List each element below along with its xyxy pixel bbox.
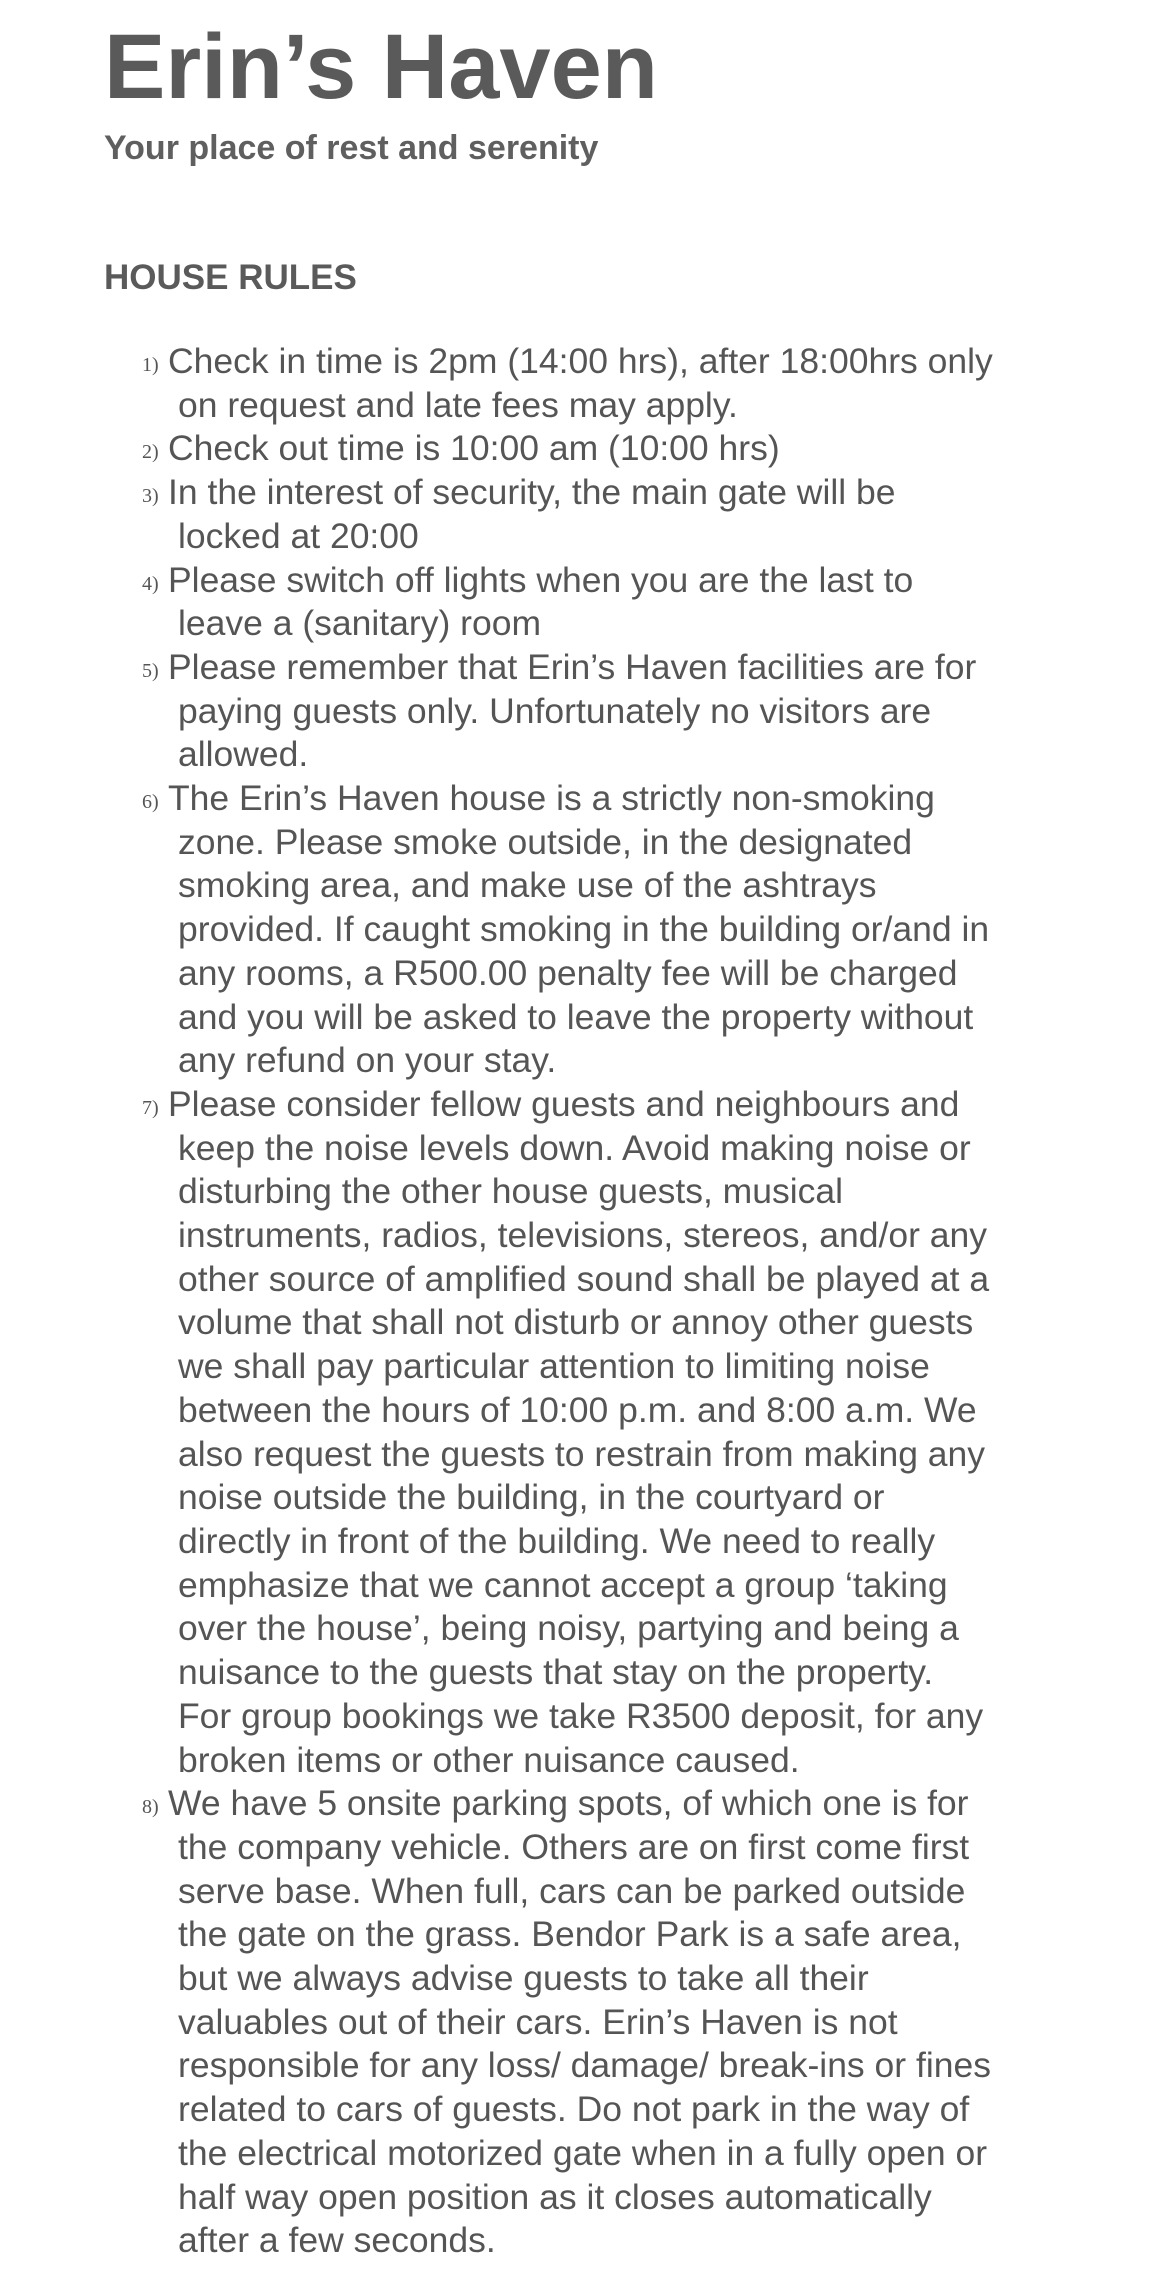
rule-item — [142, 777, 1082, 1083]
rule-line: related to cars of guests. Do not park in the way of — [178, 2089, 970, 2130]
rule-line: after a few seconds. — [178, 2220, 496, 2261]
rule-number: 6) — [142, 791, 159, 814]
section-heading: HOUSE RULES — [104, 258, 357, 297]
rule-number: 7) — [142, 1096, 159, 1119]
rule-text — [168, 646, 1082, 777]
rule-line: serve base. When full, cars can be parked outside — [178, 1870, 966, 1911]
rule-line: broken items or other nuisance caused. — [178, 1739, 800, 1780]
rule-line: over the house’, being noisy, partying and being a — [178, 1608, 959, 1649]
rule-line: valuables out of their cars. Erin’s Haven is not — [178, 2001, 898, 2042]
rule-line: responsible for any loss/ damage/ break-ins or fines — [178, 2045, 991, 2086]
rule-item — [142, 1083, 1082, 1782]
rule-line: volume that shall not disturb or annoy other guests — [178, 1302, 974, 1343]
rule-line: and you will be asked to leave the property without — [178, 996, 974, 1037]
rule-line: we shall pay particular attention to limiting noise — [178, 1346, 930, 1387]
tagline: Your place of rest and serenity — [104, 129, 599, 167]
rule-line: nuisance to the guests that stay on the property. — [178, 1652, 934, 1693]
rule-line: instruments, radios, televisions, stereos, and/or any — [178, 1215, 987, 1256]
rule-item — [142, 340, 1082, 427]
rule-line: locked at 20:00 — [178, 515, 419, 556]
rule-line: half way open position as it closes automatically — [178, 2176, 932, 2217]
rule-line: any refund on your stay. — [178, 1040, 557, 1081]
rule-line: noise outside the building, in the courtyard or — [178, 1477, 885, 1518]
rule-text — [168, 559, 1082, 646]
rule-line: the electrical motorized gate when in a fully open or — [178, 2132, 988, 2173]
rule-line: Please remember that Erin’s Haven facilities are for — [168, 646, 977, 687]
rule-line: smoking area, and make use of the ashtrays — [178, 865, 877, 906]
rule-number: 4) — [142, 572, 159, 595]
rule-line: Please switch off lights when you are the last to — [168, 559, 914, 600]
rule-line: keep the noise levels down. Avoid making noise or — [178, 1127, 971, 1168]
rule-line: the company vehicle. Others are on first come first — [178, 1826, 970, 1867]
rule-line: We have 5 onsite parking spots, of which one is for — [168, 1783, 969, 1824]
rule-line: the gate on the grass. Bendor Park is a safe area, — [178, 1914, 962, 1955]
rule-line: provided. If caught smoking in the building or/and in — [178, 909, 990, 950]
rule-number: 5) — [142, 659, 159, 682]
rule-number: 2) — [142, 441, 159, 464]
rule-line: paying guests only. Unfortunately no visitors are — [178, 690, 932, 731]
rule-text — [168, 340, 1082, 427]
rule-text — [168, 427, 1082, 471]
rule-line: but we always advise guests to take all their — [178, 1958, 869, 1999]
rule-item — [142, 427, 1082, 471]
rule-number: 3) — [142, 485, 159, 508]
rule-line: directly in front of the building. We need to really — [178, 1520, 936, 1561]
rule-item — [142, 1782, 1082, 2263]
rule-line: zone. Please smoke outside, in the designated — [178, 821, 913, 862]
rule-text — [168, 1083, 1082, 1782]
rule-line: For group bookings we take R3500 deposit, for any — [178, 1695, 984, 1736]
rule-number: 8) — [142, 1796, 159, 1819]
rule-line: any rooms, a R500.00 penalty fee will be charged — [178, 952, 958, 993]
document-title: Erin’s Haven — [104, 16, 658, 118]
rule-line: Check out time is 10:00 am (10:00 hrs) — [168, 428, 780, 469]
rule-line: between the hours of 10:00 p.m. and 8:00 a.m. We — [178, 1389, 977, 1430]
rule-text — [168, 1782, 1082, 2263]
rule-text — [168, 471, 1082, 558]
rule-line: on request and late fees may apply. — [178, 384, 738, 425]
rule-item — [142, 646, 1082, 777]
rule-line: other source of amplified sound shall be played at a — [178, 1258, 990, 1299]
rule-line: disturbing the other house guests, musical — [178, 1171, 844, 1212]
rules-list — [142, 340, 1082, 2263]
rule-text — [168, 777, 1082, 1083]
rule-line: leave a (sanitary) room — [178, 603, 542, 644]
rule-line: Check in time is 2pm (14:00 hrs), after 18:00hrs only — [168, 341, 993, 381]
rule-line: also request the guests to restrain from making any — [178, 1433, 986, 1474]
rule-line: Please consider fellow guests and neighbours and — [168, 1083, 960, 1124]
rule-line: allowed. — [178, 734, 309, 775]
rule-line: emphasize that we cannot accept a group ‘taking — [178, 1564, 948, 1605]
rule-line: In the interest of security, the main gate will be — [168, 472, 896, 513]
rule-item — [142, 559, 1082, 646]
rule-item — [142, 471, 1082, 558]
rule-line: The Erin’s Haven house is a strictly non-smoking — [168, 778, 935, 819]
rule-number: 1) — [142, 354, 159, 376]
